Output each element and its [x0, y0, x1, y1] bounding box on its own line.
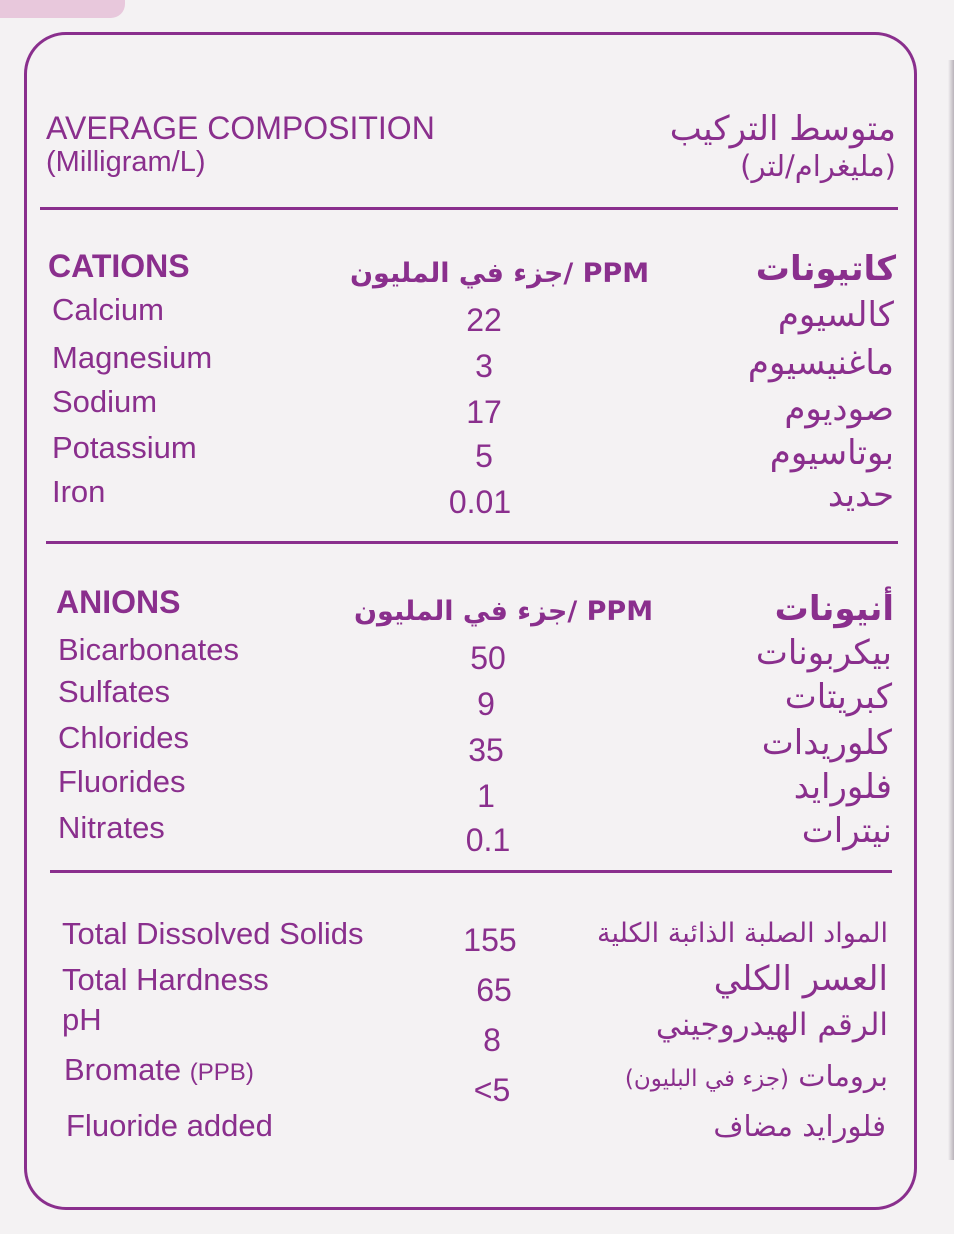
cation-value: 3	[475, 348, 493, 384]
bromate-unit: (PPB)	[189, 1059, 254, 1086]
total-value: 155	[463, 922, 517, 958]
cation-name: Potassium	[52, 430, 197, 465]
total-name-ar: الرقم الهيدروجيني	[655, 1007, 888, 1043]
divider-cations	[46, 541, 898, 544]
total-value: 8	[483, 1022, 501, 1058]
cation-name-ar: كالسيوم	[777, 295, 894, 335]
bromate-ar-row	[624, 1059, 888, 1093]
anion-value: 50	[470, 640, 506, 676]
anion-name: Sulfates	[58, 674, 171, 709]
total-name-ar: برومات	[798, 1059, 888, 1093]
anion-name-ar: بيكربونات	[755, 633, 892, 673]
anions-heading: ANIONS	[56, 584, 181, 620]
total-value: 65	[476, 972, 512, 1008]
cations-ppm-label: PPM /جزء في المليون	[350, 258, 650, 289]
anion-value: 35	[468, 732, 504, 768]
bromate-unit-ar: (جزء في البليون)	[624, 1066, 790, 1092]
cation-name-ar: بوتاسيوم	[769, 433, 894, 473]
anion-name: Chlorides	[58, 720, 189, 755]
cation-name: Iron	[52, 474, 106, 509]
anion-value: 9	[477, 686, 495, 722]
cation-name-ar: صوديوم	[784, 389, 894, 429]
bromate-row	[64, 1054, 254, 1085]
unit-en: (Milligram/L)	[46, 146, 206, 178]
total-name: Bromate	[64, 1052, 182, 1087]
cation-value: 17	[466, 394, 502, 430]
cation-name: Sodium	[52, 384, 158, 419]
cation-name: Magnesium	[52, 340, 213, 375]
anions-heading-ar: أنيونات	[774, 589, 894, 629]
total-name: Fluoride added	[66, 1108, 273, 1143]
title-ar: متوسط التركيب	[669, 109, 896, 149]
cation-value: 0.01	[448, 484, 512, 520]
anion-value: 1	[477, 778, 495, 814]
cation-name-ar: ماغنيسيوم	[747, 343, 894, 383]
anion-name: Fluorides	[58, 764, 186, 799]
page-edge	[948, 60, 954, 1160]
total-name: pH	[62, 1002, 102, 1037]
corner-mark	[0, 0, 125, 18]
cation-value: 5	[475, 438, 493, 474]
anion-name-ar: كبريتات	[784, 677, 892, 717]
total-value: <5	[473, 1072, 511, 1108]
title-en: AVERAGE COMPOSITION	[46, 110, 435, 146]
cations-heading-ar: كاتيونات	[755, 249, 896, 289]
cation-value: 22	[466, 302, 502, 338]
cations-heading: CATIONS	[48, 248, 190, 284]
anion-name: Nitrates	[58, 810, 165, 845]
anion-name-ar: نيترات	[801, 811, 892, 851]
anion-name-ar: فلورايد	[793, 767, 892, 807]
total-name: Total Dissolved Solids	[62, 916, 364, 951]
total-name-ar: المواد الصلبة الذائبة الكلية	[596, 918, 888, 949]
unit-ar: (مليغرام/لتر)	[740, 149, 896, 183]
divider-header	[40, 207, 898, 210]
cation-name-ar: حديد	[827, 475, 894, 515]
anion-name: Bicarbonates	[58, 632, 239, 667]
total-name-ar: فلورايد مضاف	[713, 1109, 886, 1143]
divider-anions	[50, 870, 892, 873]
anion-name-ar: كلوريدات	[761, 723, 892, 763]
anions-ppm-label: PPM /جزء في المليون	[354, 596, 654, 627]
total-name: Total Hardness	[62, 962, 269, 997]
total-name-ar: العسر الكلي	[713, 959, 888, 999]
anion-value: 0.1	[465, 822, 511, 858]
cation-name: Calcium	[52, 292, 164, 327]
